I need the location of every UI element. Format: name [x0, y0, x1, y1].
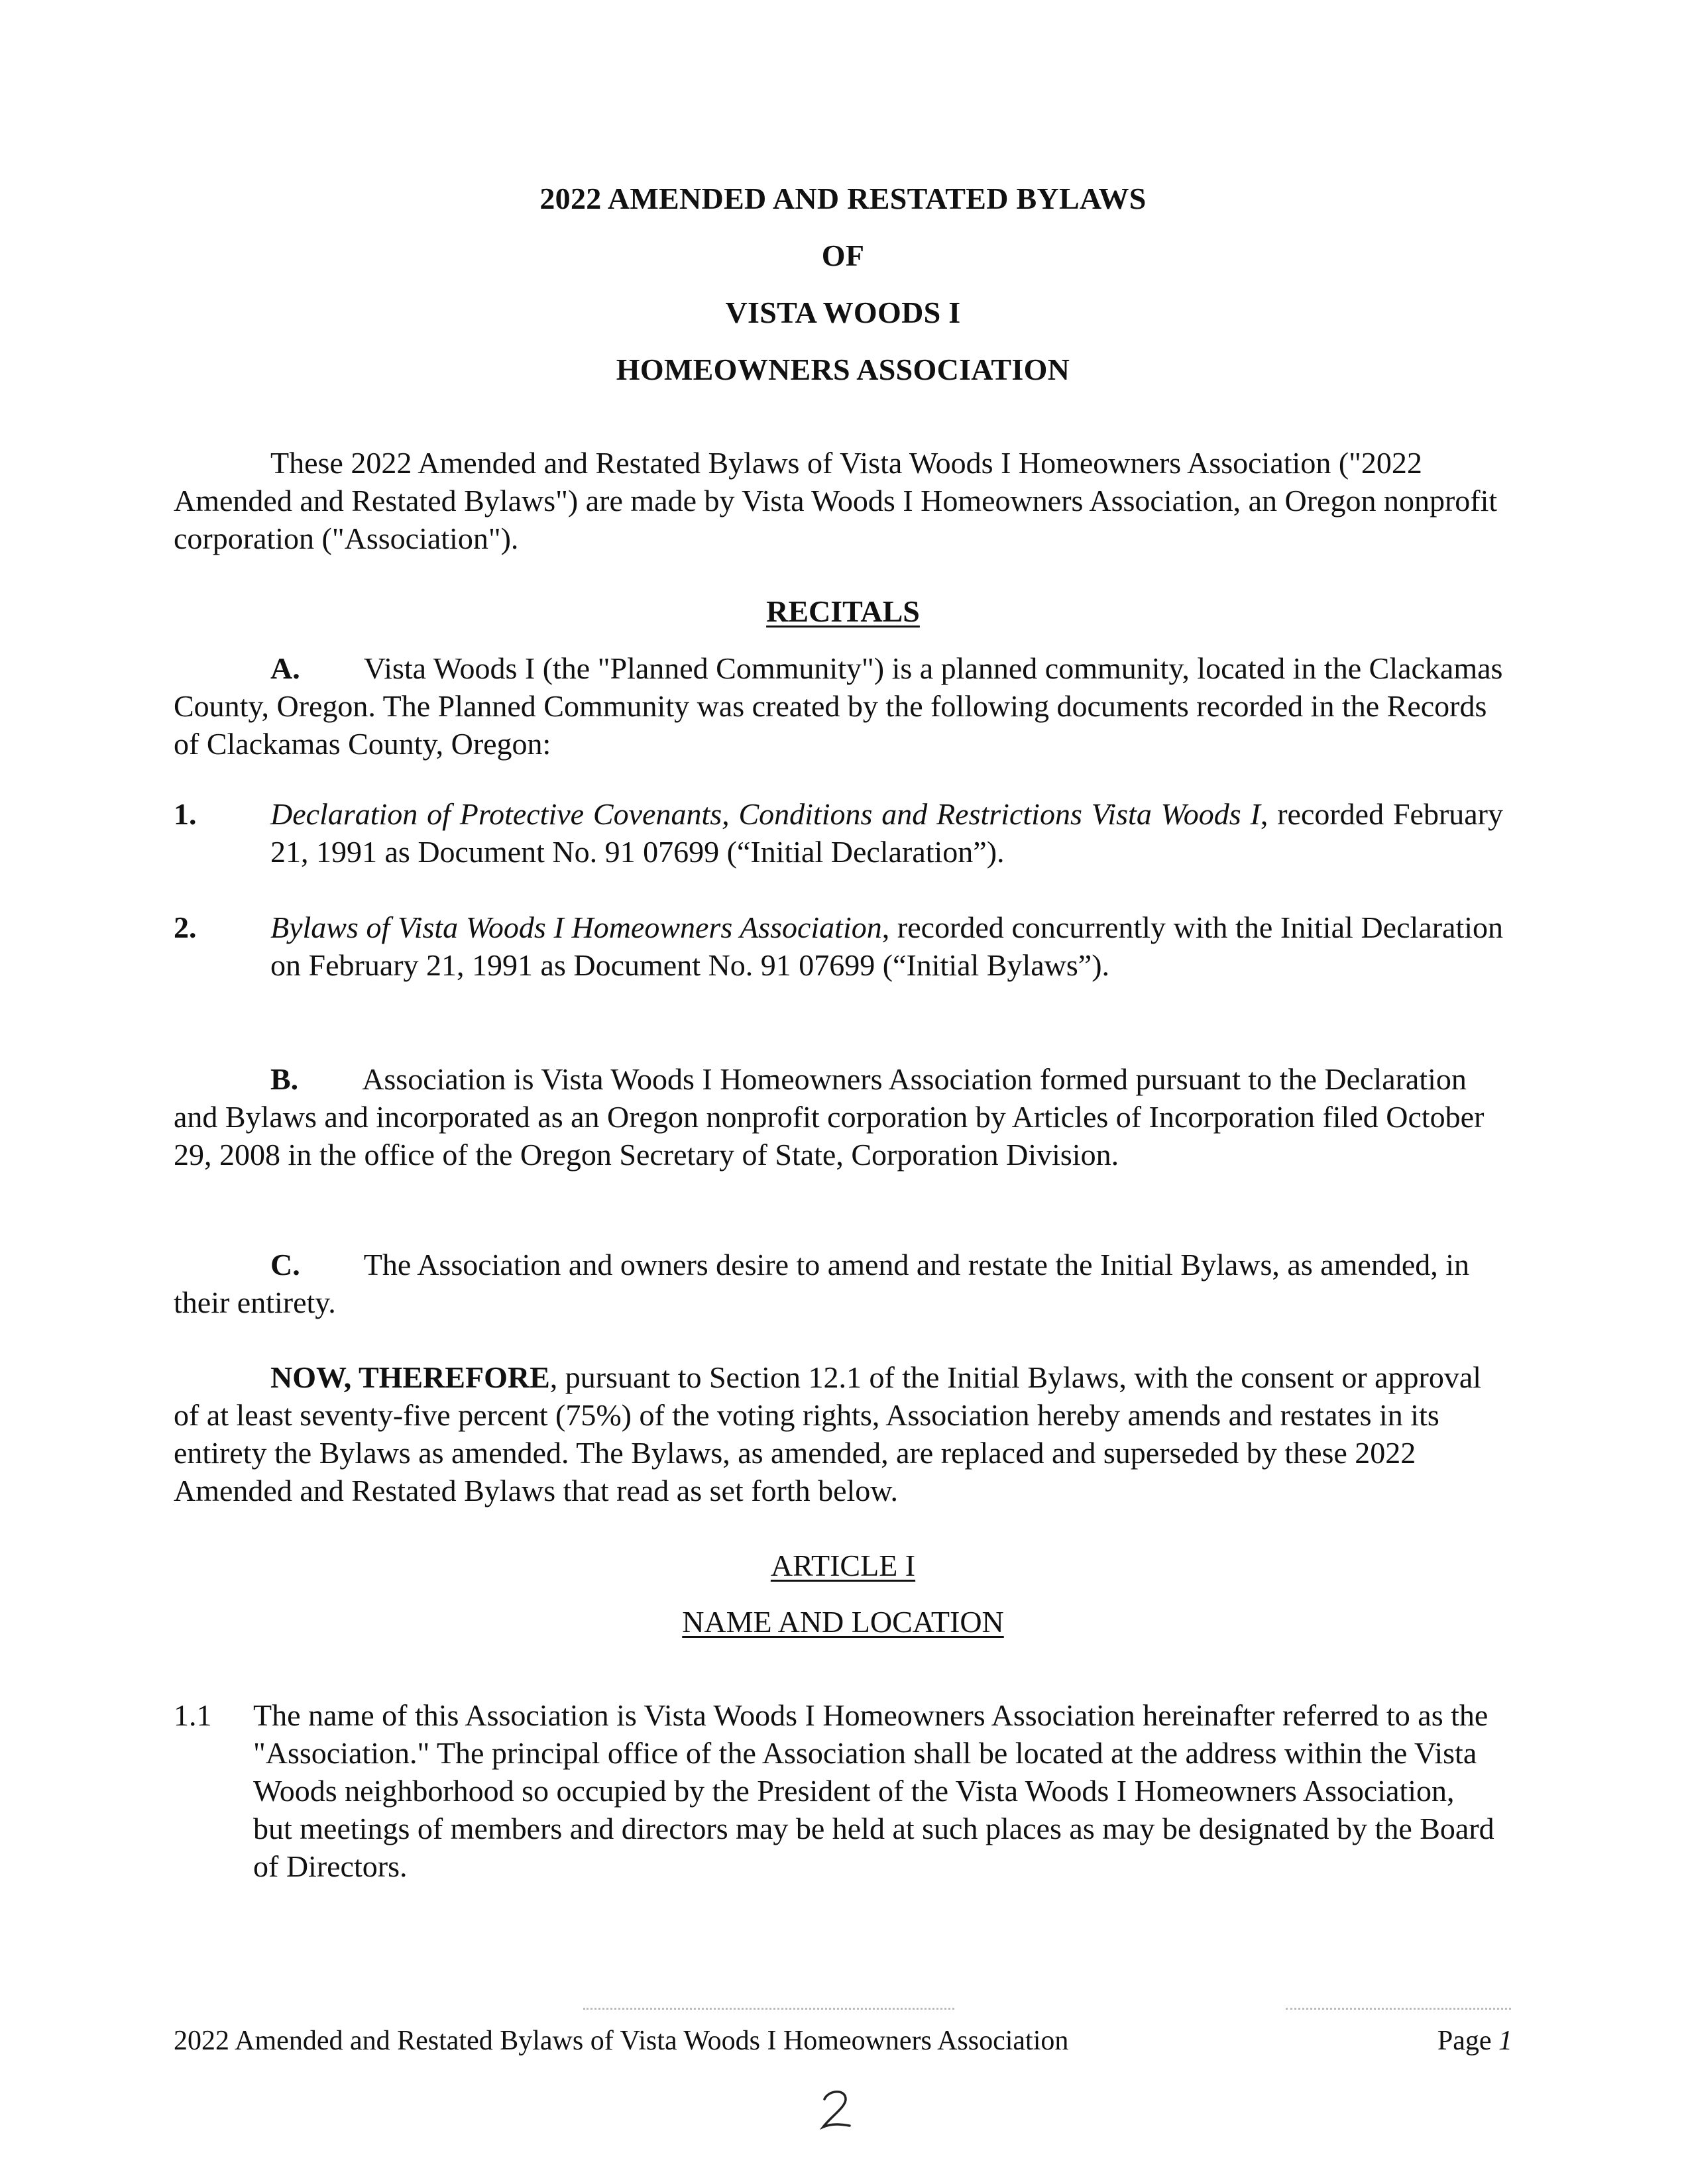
recital-b: [174, 1060, 1512, 1174]
now-therefore-text: , pursuant to Section 12.1 of the Initial Bylaws, with the consent or approval of at least seventy-five percent (75%) of the voting rights, Association hereby amends and restates in its entirety the Bylaws as amended. The Bylaws, as amended, are replaced and superseded by these 2022 Amended and Restated Bylaws that read as set forth below.: [174, 1360, 1482, 1507]
article-name: NAME AND LOCATION: [682, 1605, 1004, 1639]
recital-a: [174, 649, 1512, 763]
section-1-1-text: The name of this Association is Vista Woods I Homeowners Association hereinafter referred to as the "Association." The principal office of the Association shall be located at the address within the Vista Woods neighborhood so occupied by the President of the Vista Woods I Homeowners Association, but meetings of members and directors may be held at such places as may be designated by the Board of Directors.: [253, 1698, 1494, 1883]
list-item-2-title: Bylaws of Vista Woods I Homeowners Association: [270, 910, 882, 944]
recital-list-item-1: [174, 795, 1503, 871]
recital-list-item-2: [174, 908, 1503, 984]
now-therefore-paragraph: [174, 1358, 1512, 1509]
recital-a-label: A.: [270, 651, 300, 685]
intro-paragraph: These 2022 Amended and Restated Bylaws of Vista Woods I Homeowners Association ("2022 Amended and Restated Bylaws") are made by Vista Woods I Homeowners Association, an Oregon nonprofit corporation ("Association").: [174, 446, 1498, 555]
recitals-heading-text: RECITALS: [766, 594, 920, 628]
footer-page-label: Page: [1437, 2026, 1498, 2056]
title-line-3: VISTA WOODS I: [725, 296, 961, 329]
section-1-1: [174, 1696, 1499, 1885]
recital-c-text: The Association and owners desire to amend and restate the Initial Bylaws, as amended, in their entirety.: [174, 1248, 1470, 1319]
list-item-1-title: Declaration of Protective Covenants, Conditions and Restrictions Vista Woods I: [270, 797, 1261, 831]
now-therefore-label: NOW, THEREFORE: [270, 1360, 550, 1394]
list-item-1-number: 1.: [174, 797, 197, 831]
recital-b-label: B.: [270, 1062, 299, 1096]
article-number: ARTICLE I: [770, 1549, 916, 1582]
title-line-1: 2022 AMENDED AND RESTATED BYLAWS: [539, 182, 1147, 215]
article-name-heading: [0, 1604, 1686, 1641]
recitals-heading: [0, 593, 1686, 630]
list-item-1-text: , recorded February 21, 1991 as Document No. 91 07699 (“Initial Declaration”).: [270, 797, 1503, 869]
list-item-2-number: 2.: [174, 910, 197, 944]
scan-artifact: [583, 2008, 954, 2012]
footer-page-value: 1: [1498, 2026, 1512, 2056]
recital-c: [174, 1246, 1512, 1321]
article-number-heading: [0, 1547, 1686, 1584]
handwritten-page-mark: [816, 2087, 856, 2134]
recital-c-label: C.: [270, 1248, 300, 1282]
footer-page-number: [1437, 2024, 1512, 2058]
page-footer: [174, 2024, 1512, 2058]
scan-artifact: [1286, 2008, 1511, 2012]
section-1-1-number: 1.1: [174, 1698, 212, 1732]
recital-b-text: Association is Vista Woods I Homeowners Association formed pursuant to the Declaration and Bylaws and incorporated as an Oregon nonprofit corporation by Articles of Incorporation filed October 29, 2008 in the office of the Oregon Secretary of State, Corporation Division.: [174, 1062, 1485, 1172]
list-item-2-text: , recorded concurrently with the Initial Declaration on February 21, 1991 as Document No. 91 07699 (“Initial Bylaws”).: [270, 910, 1503, 982]
recital-a-text: Vista Woods I (the "Planned Community") is a planned community, located in the Clackamas County, Oregon. The Planned Community was created by the following documents recorded in the Records of Clackamas County, Oregon:: [174, 651, 1503, 761]
title-line-4: HOMEOWNERS ASSOCIATION: [616, 353, 1070, 386]
footer-document-title: 2022 Amended and Restated Bylaws of Vista Woods I Homeowners Association: [174, 2026, 1069, 2056]
title-line-2: OF: [821, 239, 865, 272]
